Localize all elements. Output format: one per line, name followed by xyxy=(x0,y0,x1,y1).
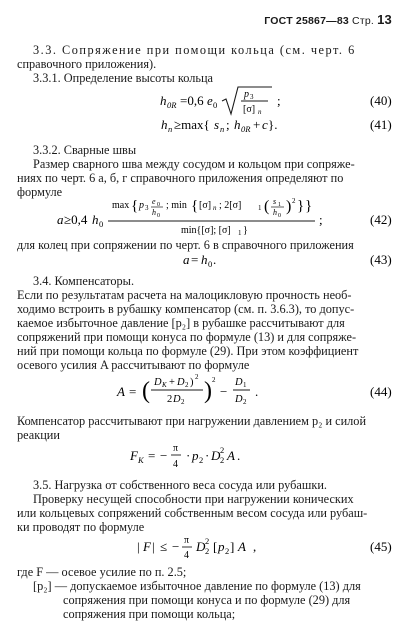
svg-text:0: 0 xyxy=(278,213,281,219)
svg-text:h: h xyxy=(160,93,167,108)
svg-text:.: . xyxy=(213,252,217,267)
svg-text:D: D xyxy=(173,394,181,405)
svg-text:3: 3 xyxy=(250,93,254,101)
svg-text:A: A xyxy=(227,448,235,463)
svg-text:2: 2 xyxy=(212,376,216,384)
svg-text:D: D xyxy=(211,448,221,463)
svg-text:2: 2 xyxy=(167,394,173,405)
paragraph-line: Проверку несущей способности при нагружении конических xyxy=(33,492,354,506)
paragraph-line: сопряжений при помощи конуса по формуле (13) и для сопряже- xyxy=(17,330,357,344)
svg-text:1: 1 xyxy=(278,202,281,208)
svg-text:h: h xyxy=(234,117,241,132)
paragraph-line: для колец при сопряжении по черт. 6 в справочного приложения xyxy=(17,238,354,252)
svg-text:[σ]: [σ] xyxy=(199,200,212,211)
svg-text:}: } xyxy=(297,198,305,214)
legend-line: [p₂] — допускаемое избыточное давление по формуле (13) для xyxy=(33,579,361,593)
svg-text:D: D xyxy=(196,539,206,554)
svg-text:A: A xyxy=(238,539,246,554)
svg-text:0: 0 xyxy=(213,100,218,110)
svg-text:{: { xyxy=(131,198,139,214)
paragraph-line: реакции xyxy=(17,428,60,442)
equation-42 xyxy=(0,196,408,240)
section-3-4-title: 3.4. Компенсаторы. xyxy=(33,274,135,288)
svg-text:{: { xyxy=(191,198,199,214)
svg-text:}.: }. xyxy=(268,117,278,132)
section-3-3-2-title: 3.3.2. Сварные швы xyxy=(33,143,137,157)
svg-text:4: 4 xyxy=(184,550,189,561)
svg-text:n: n xyxy=(168,124,173,134)
svg-text:2: 2 xyxy=(243,398,247,406)
section-3-3-heading: 3.3. Сопряжение при помощи кольца (см. черт. 6 xyxy=(33,43,356,57)
svg-text:2: 2 xyxy=(205,546,210,556)
svg-text:≥max{: ≥max{ xyxy=(174,117,210,132)
svg-text:·: · xyxy=(186,448,191,463)
section-3-3-subline: справочного приложения). xyxy=(17,57,157,71)
paragraph-line: или кольцевых сопряжений собственным весом сосуда или рубаш- xyxy=(17,506,368,520)
svg-text:D: D xyxy=(154,377,162,388)
svg-text:a: a xyxy=(183,252,190,267)
svg-text:(43): (43) xyxy=(370,252,392,267)
svg-text:2: 2 xyxy=(225,546,230,556)
svg-text:=: = xyxy=(129,384,137,399)
svg-text:p: p xyxy=(218,539,225,554)
svg-text:1: 1 xyxy=(258,204,262,212)
svg-text:; min: ; min xyxy=(166,200,187,211)
svg-text:D: D xyxy=(235,394,243,405)
svg-text:): ) xyxy=(190,377,194,388)
equation-41 xyxy=(0,114,408,136)
svg-text:.: . xyxy=(255,384,259,399)
paragraph-line: формуле xyxy=(17,185,63,199)
svg-text:h: h xyxy=(201,252,208,267)
svg-text:): ) xyxy=(286,198,292,215)
equation-43 xyxy=(0,250,408,270)
equation-40 xyxy=(0,84,408,118)
equation-45 xyxy=(0,532,408,562)
paragraph-line: каемое избыточное давление [p₂] в рубашке рассчитывают для xyxy=(17,316,345,330)
paragraph-line: ки проводят по формуле xyxy=(17,520,145,534)
paragraph-line: Размер сварного шва между сосудом и кольцом при сопряже- xyxy=(33,157,355,171)
equation-fk xyxy=(0,440,408,472)
svg-text:0: 0 xyxy=(99,219,104,229)
svg-text:c: c xyxy=(262,117,268,132)
page-number: 13 xyxy=(377,12,392,27)
svg-text:−: − xyxy=(160,448,168,463)
svg-text:2: 2 xyxy=(181,398,185,406)
svg-text:≤: ≤ xyxy=(160,539,168,554)
svg-text:0R: 0R xyxy=(241,124,251,134)
equation-44 xyxy=(0,372,408,410)
svg-text:=: = xyxy=(191,252,199,267)
paragraph-line: осевого усилия A рассчитывают по формуле xyxy=(17,358,250,372)
section-3-3-1-title: 3.3.1. Определение высоты кольца xyxy=(33,71,213,85)
svg-text:K: K xyxy=(162,381,167,389)
svg-text:p: p xyxy=(244,89,249,100)
svg-text:n: n xyxy=(258,108,262,116)
svg-text:K: K xyxy=(138,455,144,465)
svg-text:h: h xyxy=(92,212,99,227)
svg-text:−: − xyxy=(172,539,180,554)
svg-text:[: [ xyxy=(213,539,218,554)
svg-text:π: π xyxy=(184,535,190,546)
svg-text:2: 2 xyxy=(199,455,204,465)
svg-text:π: π xyxy=(173,443,179,454)
svg-text:}: } xyxy=(305,198,313,214)
svg-text:=0,6: =0,6 xyxy=(180,93,204,108)
svg-text:3: 3 xyxy=(145,204,149,212)
svg-text:n: n xyxy=(220,124,225,134)
svg-text:4: 4 xyxy=(173,459,178,470)
svg-text:,: , xyxy=(253,539,257,554)
svg-text:0R: 0R xyxy=(167,100,177,110)
svg-text:(40): (40) xyxy=(370,93,392,108)
svg-text:1: 1 xyxy=(243,381,247,389)
paragraph-line: Если по результатам расчета на малоцикловую прочность необ- xyxy=(17,288,352,302)
paragraph-line: ний при помощи кольца по формуле (29). При этом коэффициент xyxy=(17,344,359,358)
svg-text:F: F xyxy=(143,539,151,554)
standard-number: ГОСТ 25867—83 xyxy=(264,15,349,27)
svg-text:2: 2 xyxy=(205,536,210,546)
svg-text:|: | xyxy=(152,539,155,554)
svg-text:s: s xyxy=(273,197,277,206)
svg-text:h: h xyxy=(152,208,156,217)
paragraph-line: ходимо встроить в рубашку компенсатор (см. п. 3.6.3), то допус- xyxy=(17,302,355,316)
svg-text:1: 1 xyxy=(238,229,242,237)
svg-text:(44): (44) xyxy=(370,384,392,399)
svg-text:(42): (42) xyxy=(370,212,392,227)
svg-text:[σ]: [σ] xyxy=(243,104,256,115)
svg-text:;: ; xyxy=(226,117,230,132)
svg-text:a: a xyxy=(57,212,64,227)
svg-text:(: ( xyxy=(142,378,150,404)
svg-text:|: | xyxy=(137,539,140,554)
svg-text:h: h xyxy=(273,208,277,217)
svg-text:D: D xyxy=(235,377,243,388)
svg-text:D: D xyxy=(177,377,185,388)
svg-text:p: p xyxy=(192,448,199,463)
svg-text:]: ] xyxy=(230,539,235,554)
svg-text:=: = xyxy=(148,448,156,463)
paragraph-line: Компенсатор рассчитывают при нагружении давлением p₂ и силой xyxy=(17,414,367,428)
svg-text:;: ; xyxy=(277,93,281,108)
svg-text:p: p xyxy=(139,200,144,211)
svg-text:(45): (45) xyxy=(370,539,392,554)
page-label: Стр. xyxy=(352,15,374,27)
svg-text:}: } xyxy=(243,225,248,236)
page-header xyxy=(264,12,392,27)
svg-text:2: 2 xyxy=(292,197,296,205)
svg-text:; 2[σ]: ; 2[σ] xyxy=(219,200,242,211)
svg-text:2: 2 xyxy=(185,381,189,389)
svg-text:e: e xyxy=(152,197,156,206)
svg-text:s: s xyxy=(214,117,220,132)
svg-text:min{[σ]; [σ]: min{[σ]; [σ] xyxy=(181,225,231,236)
svg-text:2: 2 xyxy=(220,455,225,465)
svg-text:(41): (41) xyxy=(370,117,392,132)
svg-text:;: ; xyxy=(319,212,323,227)
svg-text:.: . xyxy=(237,448,241,463)
svg-text:h: h xyxy=(161,117,168,132)
svg-text:0: 0 xyxy=(157,202,160,208)
svg-text:): ) xyxy=(204,378,212,404)
svg-text:0: 0 xyxy=(157,213,160,219)
section-3-5-title: 3.5. Нагрузка от собственного веса сосуда или рубашки. xyxy=(33,478,327,492)
svg-text:0: 0 xyxy=(208,259,213,269)
svg-text:F: F xyxy=(130,448,138,463)
svg-text:e: e xyxy=(207,93,213,108)
svg-text:+: + xyxy=(169,377,175,388)
svg-text:A: A xyxy=(117,384,125,399)
svg-text:·: · xyxy=(205,448,210,463)
svg-text:−: − xyxy=(220,384,228,399)
legend-line: сопряжения при помощи кольца; xyxy=(63,607,236,621)
svg-text:2: 2 xyxy=(195,373,199,381)
svg-text:(: ( xyxy=(264,198,270,215)
svg-text:max: max xyxy=(112,200,130,211)
svg-text:n: n xyxy=(213,204,217,212)
legend-line: сопряжения при помощи конуса и по формуле (29) для xyxy=(63,593,351,607)
svg-text:≥0,4: ≥0,4 xyxy=(64,212,88,227)
legend-line: где F — осевое усилие по п. 2.5; xyxy=(17,565,187,579)
svg-text:2: 2 xyxy=(220,445,225,455)
paragraph-line: ниях по черт. 6 а, б, г справочного приложения определяют по xyxy=(17,171,344,185)
svg-text:+: + xyxy=(253,117,261,132)
